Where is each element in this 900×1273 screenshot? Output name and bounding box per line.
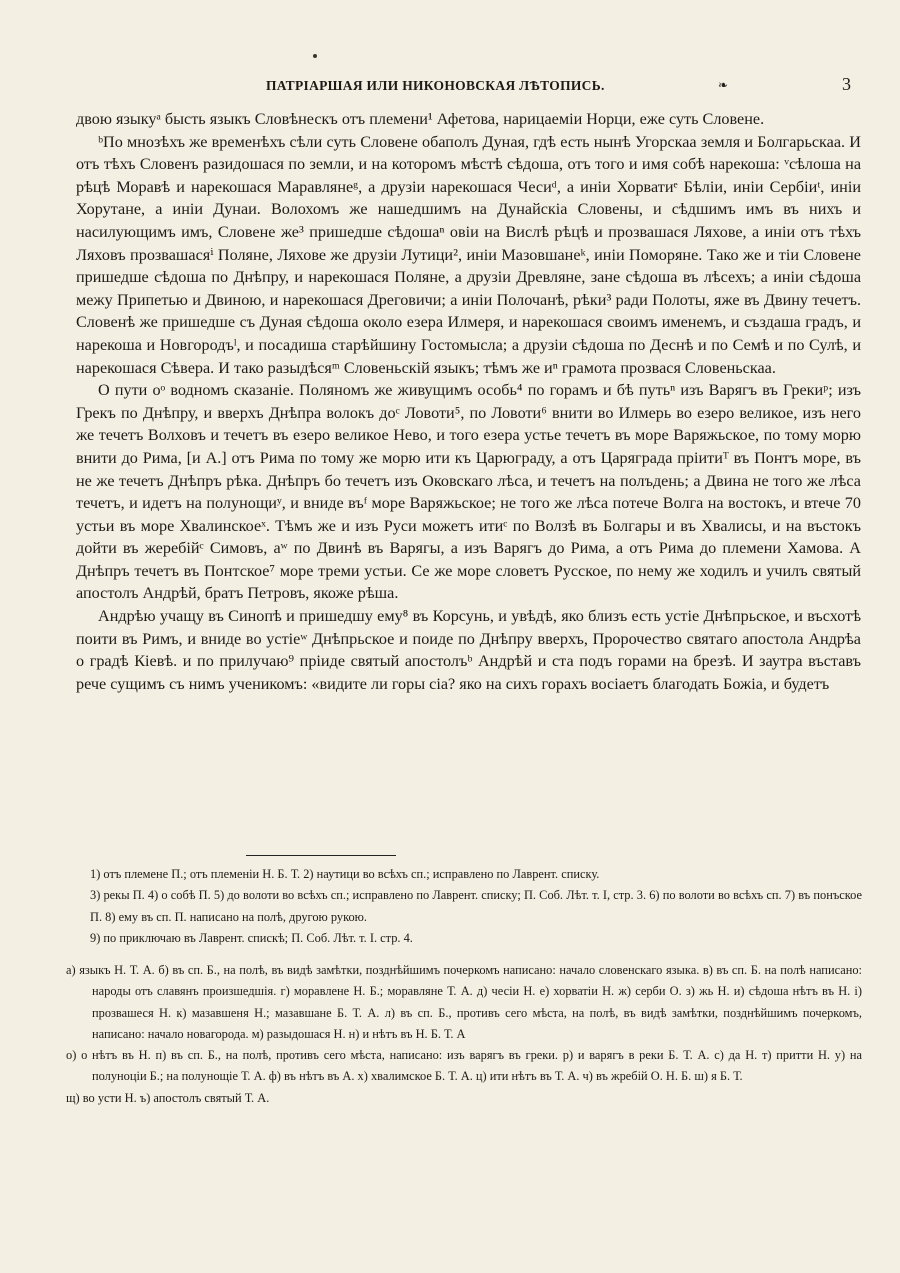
paragraph: ᵇПо мнозѣхъ же временѣхъ сѣли суть Словене обаполъ Дуная, гдѣ есть нынѣ Угорскаа земля и Болгарьскаа. И отъ тѣхъ Словенъ разидошася по земли, и на которомъ мѣстѣ сѣдоша, отъ того и имя собѣ нарекоша: ᵛсѣлоша на рѣцѣ Моравѣ и нарекошася Маравлянеᵍ, а друзiи нарекошася Чесиᵈ, а инiи Хорватиᵉ Бѣлiи, инiи Сербiиᵗ, инiи Хорутане, а инiи Дунаи. Волохомъ же нашедшимъ на Дунайскiа Словены, и сѣдшимъ имъ въ нихъ и насилующимъ имъ, Словене же³ пришедше сѣдошаⁿ овiи на Вислѣ рѣцѣ и прозвашася Ляхове, а инiи отъ тѣхъ Ляховъ прозвашасяⁱ Поляне, Ляхове же друзiи Лутици², инiи Мазовшанеᵏ, инiи Поморяне. Тако же и тiи Словене пришедше сѣдоша по Днѣпру, и нарекошася Поляне, а друзiи Древляне, зане сѣдоша въ лѣсехъ; а инiи сѣдоша межу Припетью и Двиною, и нарекошася Дреговичи; а инiи Полочанѣ, рѣки³ ради Полоты, яже въ Двину течетъ. Словенѣ же пришедше съ Дуная сѣдоша около езера Илмеря, и нарекошася своимъ именемъ, и създаша градъ, и нарекоша и Новгородъˡ, и посадиша старѣйшину Гостомысла; а друзiи сѣдоша по Деснѣ и по Семѣ и по Сулѣ, и нарекошася Сѣвера. И тако разыдѣсяᵐ Словеньскiй языкъ; тѣмъ же иⁿ грамота прозвася Словеньскаа.: [76, 132, 861, 377]
footnote-rule: [246, 855, 396, 856]
variant-note: о) о нѣтъ въ Н. п) въ сп. Б., на полѣ, противъ сего мѣста, написано: изъ варягъ въ греки. р) и варягъ в реки Б. Т. А. с) да Н. т) притти Н. у) на полуноцiи Б.; на полунощiе Т. А. ф) въ нѣтъ въ А. х) хвалимское Б. Т. А. ц) ити нѣтъ въ Т. А. ч) въ жребiй О. Н. Б. ш) я Б. Т.: [66, 1048, 862, 1084]
paragraph: О пути оᵒ водномъ сказанiе. Поляномъ же живущимъ особь⁴ по горамъ и бѣ путьⁿ изъ Варягъ въ Грекиᵖ; изъ Грекъ по Днѣпру, и вверхъ Днѣпра волокъ доᶜ Ловоти⁵, по Ловоти⁶ внити во Илмерь во езеро великое, изъ него же течетъ Волховъ и течетъ въ езеро великое Нево, и того езера устье течетъ въ море Варяжьское, по тому морю внити до Рима, [и А.] отъ Рима по тому же морю ити къ Царюграду, а отъ Царяграда прiитиᵀ въ Понтъ море, въ не же течетъ Днѣпръ рѣка. Днѣпръ бо течетъ изъ Оковскаго лѣса, и течетъ на полъдень; а Двина не того же лѣса течетъ, и идетъ на полунощиʸ, и внидe въᶠ море Варяжьское; не того же лѣса потече Волга на востокъ, и втече 70 устьи въ море Хвалинскоеˣ. Тѣмъ же и изъ Руси можетъ итиᶜ по Волзѣ въ Болгары и въ Хвалисы, и на въстокъ дойти въ жеребiйᶜ Симовъ, аʷ по Двинѣ въ Варягы, а изъ Варягъ до Рима, а отъ Рима до племени Хамова. А Днѣпръ течетъ въ Понтское⁷ море треми устьи. Се же море словетъ Русское, по нему же ходилъ и училъ святый апостолъ Андрѣй, братъ Петровъ, якоже рѣша.: [76, 381, 861, 603]
footnote: 3) рекы П. 4) о собѣ П. 5) до волоти во всѣхъ сп.; исправлено по Лаврент. списку; П. Соб. Лѣт. т. I, стр. 3. 6) по волоти во всѣхъ сп. 7) въ понъское П. 8) ему въ сп. П. написано на полѣ, другою рукою.: [90, 888, 862, 924]
running-title: ПАТРIАРШАЯ ИЛИ НИКОНОВСКАЯ ЛѢТОПИСЬ.: [266, 78, 605, 93]
footnote: 1) отъ племене П.; отъ племенiи Н. Б. Т. 2) наутици во всѣхъ сп.; исправлено по Лаврент. списку.: [90, 867, 600, 881]
variant-note: щ) во усти Н. ъ) апостолъ святый Т. А.: [66, 1090, 270, 1105]
paragraph: двою языкуᵃ бысть языкъ Словѣнескъ отъ племени¹ Афетова, нарицаемiи Норци, еже суть Словене.: [76, 110, 765, 128]
footnote: 9) по приключаю въ Лаврент. спискѣ; П. Соб. Лѣт. т. I. стр. 4.: [90, 930, 413, 945]
main-text: [76, 108, 861, 695]
fleuron-ornament-icon: ❧: [718, 78, 729, 92]
paragraph: Андрѣю учащу въ Синопѣ и пришедшу ему⁸ въ Корсунь, и увѣдѣ, яко близъ есть устiе Днѣпрьское, и въсхотѣ поити въ Римъ, и вниде во устiеʷ Днѣпрьское и поиде по Днѣпру вверхъ, Пророчество святаго апостола Андрѣа о градѣ Кiевѣ. и по прилучаю⁹ прiиде святый апостолъᵇ Андрѣй и ста подъ горами на брезѣ. И заутра въставъ рече сущимъ съ нимъ ученикомъ: «видите ли горы сiа? яко на сихъ горахъ восiаетъ благодать Божiа, и будетъ: [76, 607, 861, 693]
page-number: 3: [842, 74, 851, 94]
numbered-footnotes: [90, 864, 862, 949]
lettered-variant-notes: [66, 960, 862, 1109]
print-speck: [313, 54, 317, 58]
variant-note: а) языкъ Н. Т. А. б) въ сп. Б., на полѣ, въ видѣ замѣтки, позднѣйшимъ почеркомъ написано: начало словенскаго языка. в) въ сп. Б. на полѣ написано: народы отъ славянъ произшедшiя. г) моравлене Н. Б.; моравляне Т. А. д) чесiи Н. е) хорватiи Н. ж) серби О. з) жь Н. и) сѣдоша нѣтъ въ Н. i) прозвашеся Н. к) мазавшеня Н.; мазавшане Б. Т. А. л) въ сп. Б., противъ сего мѣста, на полѣ, въ видѣ замѣтки, позднѣйшимъ почеркомъ, написано: начало новагорода. м) разыдошася Н. н) и нѣтъ въ Н. Б. Т. А: [66, 963, 862, 1041]
